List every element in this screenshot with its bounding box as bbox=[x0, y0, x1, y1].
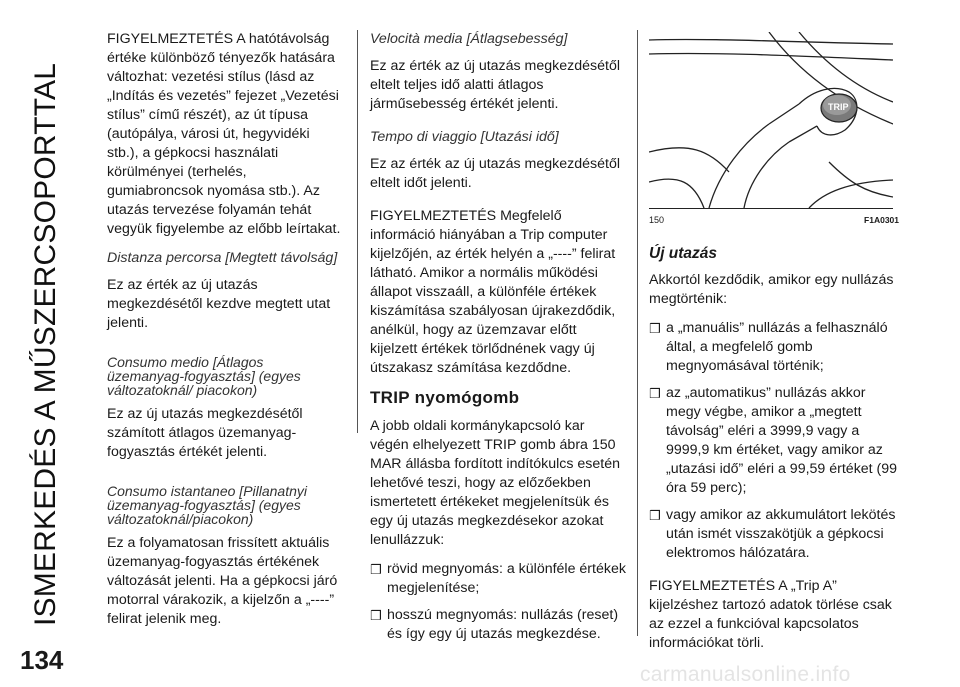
steering-stalk-drawing bbox=[649, 32, 893, 208]
subheading-distance: Distanza percorsa [Megtett távolság] bbox=[107, 250, 338, 266]
bullet-list bbox=[649, 319, 899, 563]
list-item: ❒ rövid megnyomás: a különféle értékek megjelenítése; bbox=[370, 561, 626, 596]
checkbox-bullet-icon: ❒ bbox=[370, 608, 382, 623]
paragraph-instant-consumption: Ez a folyamatosan frissített aktuális üzemanyag-fogyasztás értékének változását jelenti. Ha a gépkocsi járó motorral várakozik, a kijelzőn a „----” felirat jelenik meg. bbox=[107, 535, 338, 627]
section-heading-new-trip: Új utazás bbox=[649, 245, 718, 262]
trip-button-label: TRIP bbox=[828, 102, 849, 112]
text-column-3 bbox=[649, 32, 899, 663]
figure-code: F1A0301 bbox=[864, 215, 899, 225]
list-item: ❒ a „manuális” nullázás a felhasználó által, a megfelelő gomb megnyomásával történik; bbox=[649, 320, 888, 374]
list-item: ❒ hosszú megnyomás: nullázás (reset) és így egy új utazás megkezdése. bbox=[370, 607, 619, 642]
text-column-2 bbox=[370, 30, 626, 652]
trip-button-illustration bbox=[649, 32, 893, 209]
warning-paragraph: FIGYELMEZTETÉS Megfelelő információ hiányában a Trip computer kijelzőjén, az érték helyén a „----” felirat látható. Amikor a normális működési állapot visszaáll, a különféle értékek kiszámítása szabályosan újrakezdődik, anélkül, hogy az üzemzavar előtt kijelzett értékek törlődnének vagy új útszakasz számítása kezdődne. bbox=[370, 208, 616, 376]
paragraph-average-speed: Ez az érték az új utazás megkezdésétől eltelt teljes idő alatti átlagos járműsebesség értékét jelenti. bbox=[370, 58, 620, 112]
subheading-average-speed: Velocità media [Átlagsebesség] bbox=[370, 31, 568, 47]
subheading-average-consumption: Consumo medio [Átlagos üzemanyag-fogyasztás] (egyes változatoknál/ piacokon) bbox=[107, 354, 301, 398]
paragraph-travel-time: Ez az érték az új utazás megkezdésétől eltelt időt jelenti. bbox=[370, 156, 620, 191]
warning-paragraph: FIGYELMEZTETÉS A hatótávolság értéke különböző tényezők hatására változhat: vezetési stílus (lásd az „Indítás és vezetés” fejezet „Vezetési stílus” című részét), az út típusa (autópálya, városi út, hegyvidéki stb.), a gépkocsi használati körülményei (terhelés, gumiabroncsok nyomása stb.). Az utazás tervezése folyamán tehát vegyük figyelembe az előbb leírtakat. bbox=[107, 31, 341, 237]
figure-caption bbox=[649, 211, 899, 230]
watermark: carmanualsonline.info bbox=[640, 663, 851, 686]
paragraph-new-trip: Akkortól kezdődik, amikor egy nullázás megtörténik: bbox=[649, 272, 894, 307]
column-divider bbox=[357, 30, 358, 433]
checkbox-bullet-icon: ❒ bbox=[370, 562, 382, 577]
warning-paragraph: FIGYELMEZTETÉS A „Trip A” kijelzéshez tartozó adatok törlése csak az ezzel a funkcióval kapcsolatos információkat törli. bbox=[649, 578, 892, 651]
page-number: 134 bbox=[20, 645, 64, 675]
checkbox-bullet-icon: ❒ bbox=[649, 321, 661, 336]
list-item: ❒ vagy amikor az akkumulátort lekötés után ismét visszakötjük a gépkocsi elektromos hálózatára. bbox=[649, 507, 896, 561]
checkbox-bullet-icon: ❒ bbox=[649, 508, 661, 523]
paragraph-average-consumption: Ez az új utazás megkezdésétől számított átlagos üzemanyag-fogyasztás értékét jelenti. bbox=[107, 406, 303, 460]
bullet-list bbox=[370, 560, 626, 644]
paragraph-trip-button: A jobb oldali kormánykapcsoló kar végén elhelyezett TRIP gomb ábra 150 MAR állásba fordított indítókulcs esetén lehetővé teszi, hogy az előzőekben ismertetett értékeket megjelenítsük és egy új utazás megkezdésekor azokat lenullázzuk: bbox=[370, 418, 620, 548]
checkbox-bullet-icon: ❒ bbox=[649, 386, 661, 401]
paragraph-distance: Ez az érték az új utazás megkezdésétől kezdve megtett utat jelenti. bbox=[107, 277, 331, 331]
column-divider bbox=[637, 30, 638, 636]
text-column-1 bbox=[107, 30, 343, 639]
subheading-instant-consumption: Consumo istantaneo [Pillanatnyi üzemanyag-fogyasztás] (egyes változatoknál/piacokon) bbox=[107, 483, 308, 527]
figure-number: 150 bbox=[649, 215, 665, 225]
section-heading-trip-button: TRIP nyomógomb bbox=[370, 388, 520, 407]
subheading-travel-time: Tempo di viaggio [Utazási idő] bbox=[370, 129, 559, 145]
list-item: ❒ az „automatikus” nullázás akkor megy végbe, amikor a „megtett távolság” eléri a 3999,9 vagy a 9999,9 km értéket, vagy amikor az „utazási idő” eléri a 99,59 értéket (99 óra 59 perc); bbox=[649, 385, 898, 496]
section-side-title: ISMERKEDÉS A MŰSZERCSOPORTTAL bbox=[29, 62, 62, 626]
